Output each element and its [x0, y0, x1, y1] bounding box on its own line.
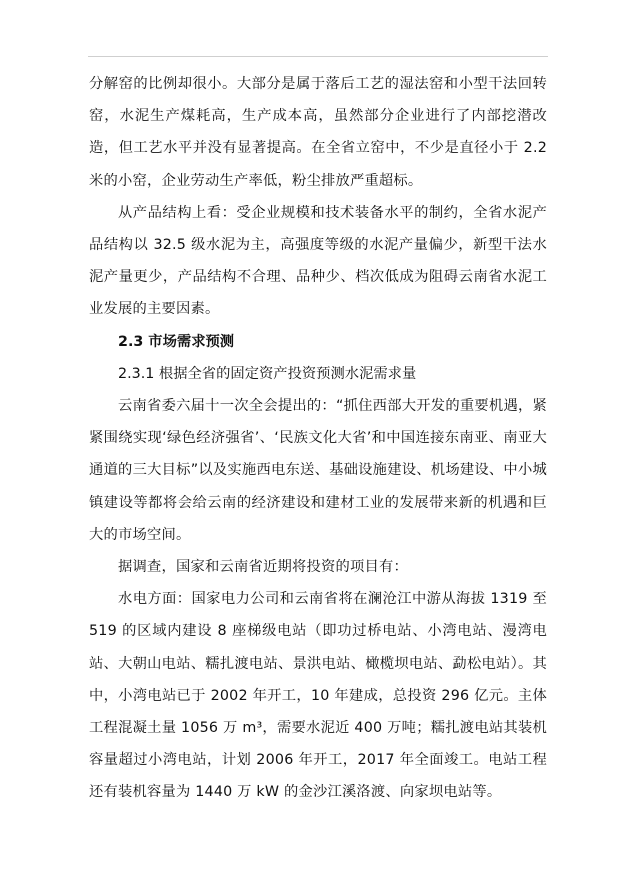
paragraph-kiln-structure: 分解窑的比例却很小。大部分是属于落后工艺的湿法窑和小型干法回转窑，水泥生产煤耗高，生产成本高，虽然部分企业进行了内部挖潜改造，但工艺水平并没有显著提高。在全省立窑中，不少是直径小于 2.2 米的小窑，企业劳动生产率低，粉尘排放严重超标。: [89, 76, 547, 189]
document-body: [89, 68, 547, 809]
paragraph-product-structure: 从产品结构上看：受企业规模和技术装备水平的制约，全省水泥产品结构以 32.5 级水泥为主，高强度等级的水泥产量偏少，新型干法水泥产量更少，产品结构不合理、品种少、档次低成为阻碍云南省水泥工业发展的主要因素。: [89, 204, 547, 318]
paragraph-survey-intro: 据调查，国家和云南省近期将投资的项目有：: [118, 559, 408, 576]
section-heading: 2.3 市场需求预测: [118, 333, 235, 350]
paragraph-provincial-plenum: 云南省委六届十一次全会提出的：“抓住西部大开发的重要机遇，紧紧围绕实现‘绿色经济强省’、‘民族文化大省’和中国连接东南亚、南亚大通道的三大目标”以及实施西电东送、基础设施建设、机场建设、中小城镇建设等都将会给云南的经济建设和建材工业的发展带来新的机遇和巨大的市场空间。: [89, 398, 547, 543]
page-header-rule: [88, 56, 548, 57]
paragraph-hydropower: 水电方面：国家电力公司和云南省将在澜沧江中游从海拔 1319 至 519 的区域内建设 8 座梯级电站（即功过桥电站、小湾电站、漫湾电站、大朝山电站、糯扎渡电站、景洪电站、橄榄坝电站、勐松电站）。其中，小湾电站已于 2002 年开工，10 年建成，总投资 296 亿元。主体工程混凝土量 1056 万 m³，需要水泥近 400 万吨；糯扎渡电站其装机容量超过小湾电站，计划 2006 年开工，2017 年全面竣工。电站工程还有装机容量为 1440 万 kW 的金沙江溪洛渡、向家坝电站等。: [89, 591, 547, 801]
subsection-heading: 2.3.1 根据全省的固定资产投资预测水泥需求量: [118, 365, 417, 382]
